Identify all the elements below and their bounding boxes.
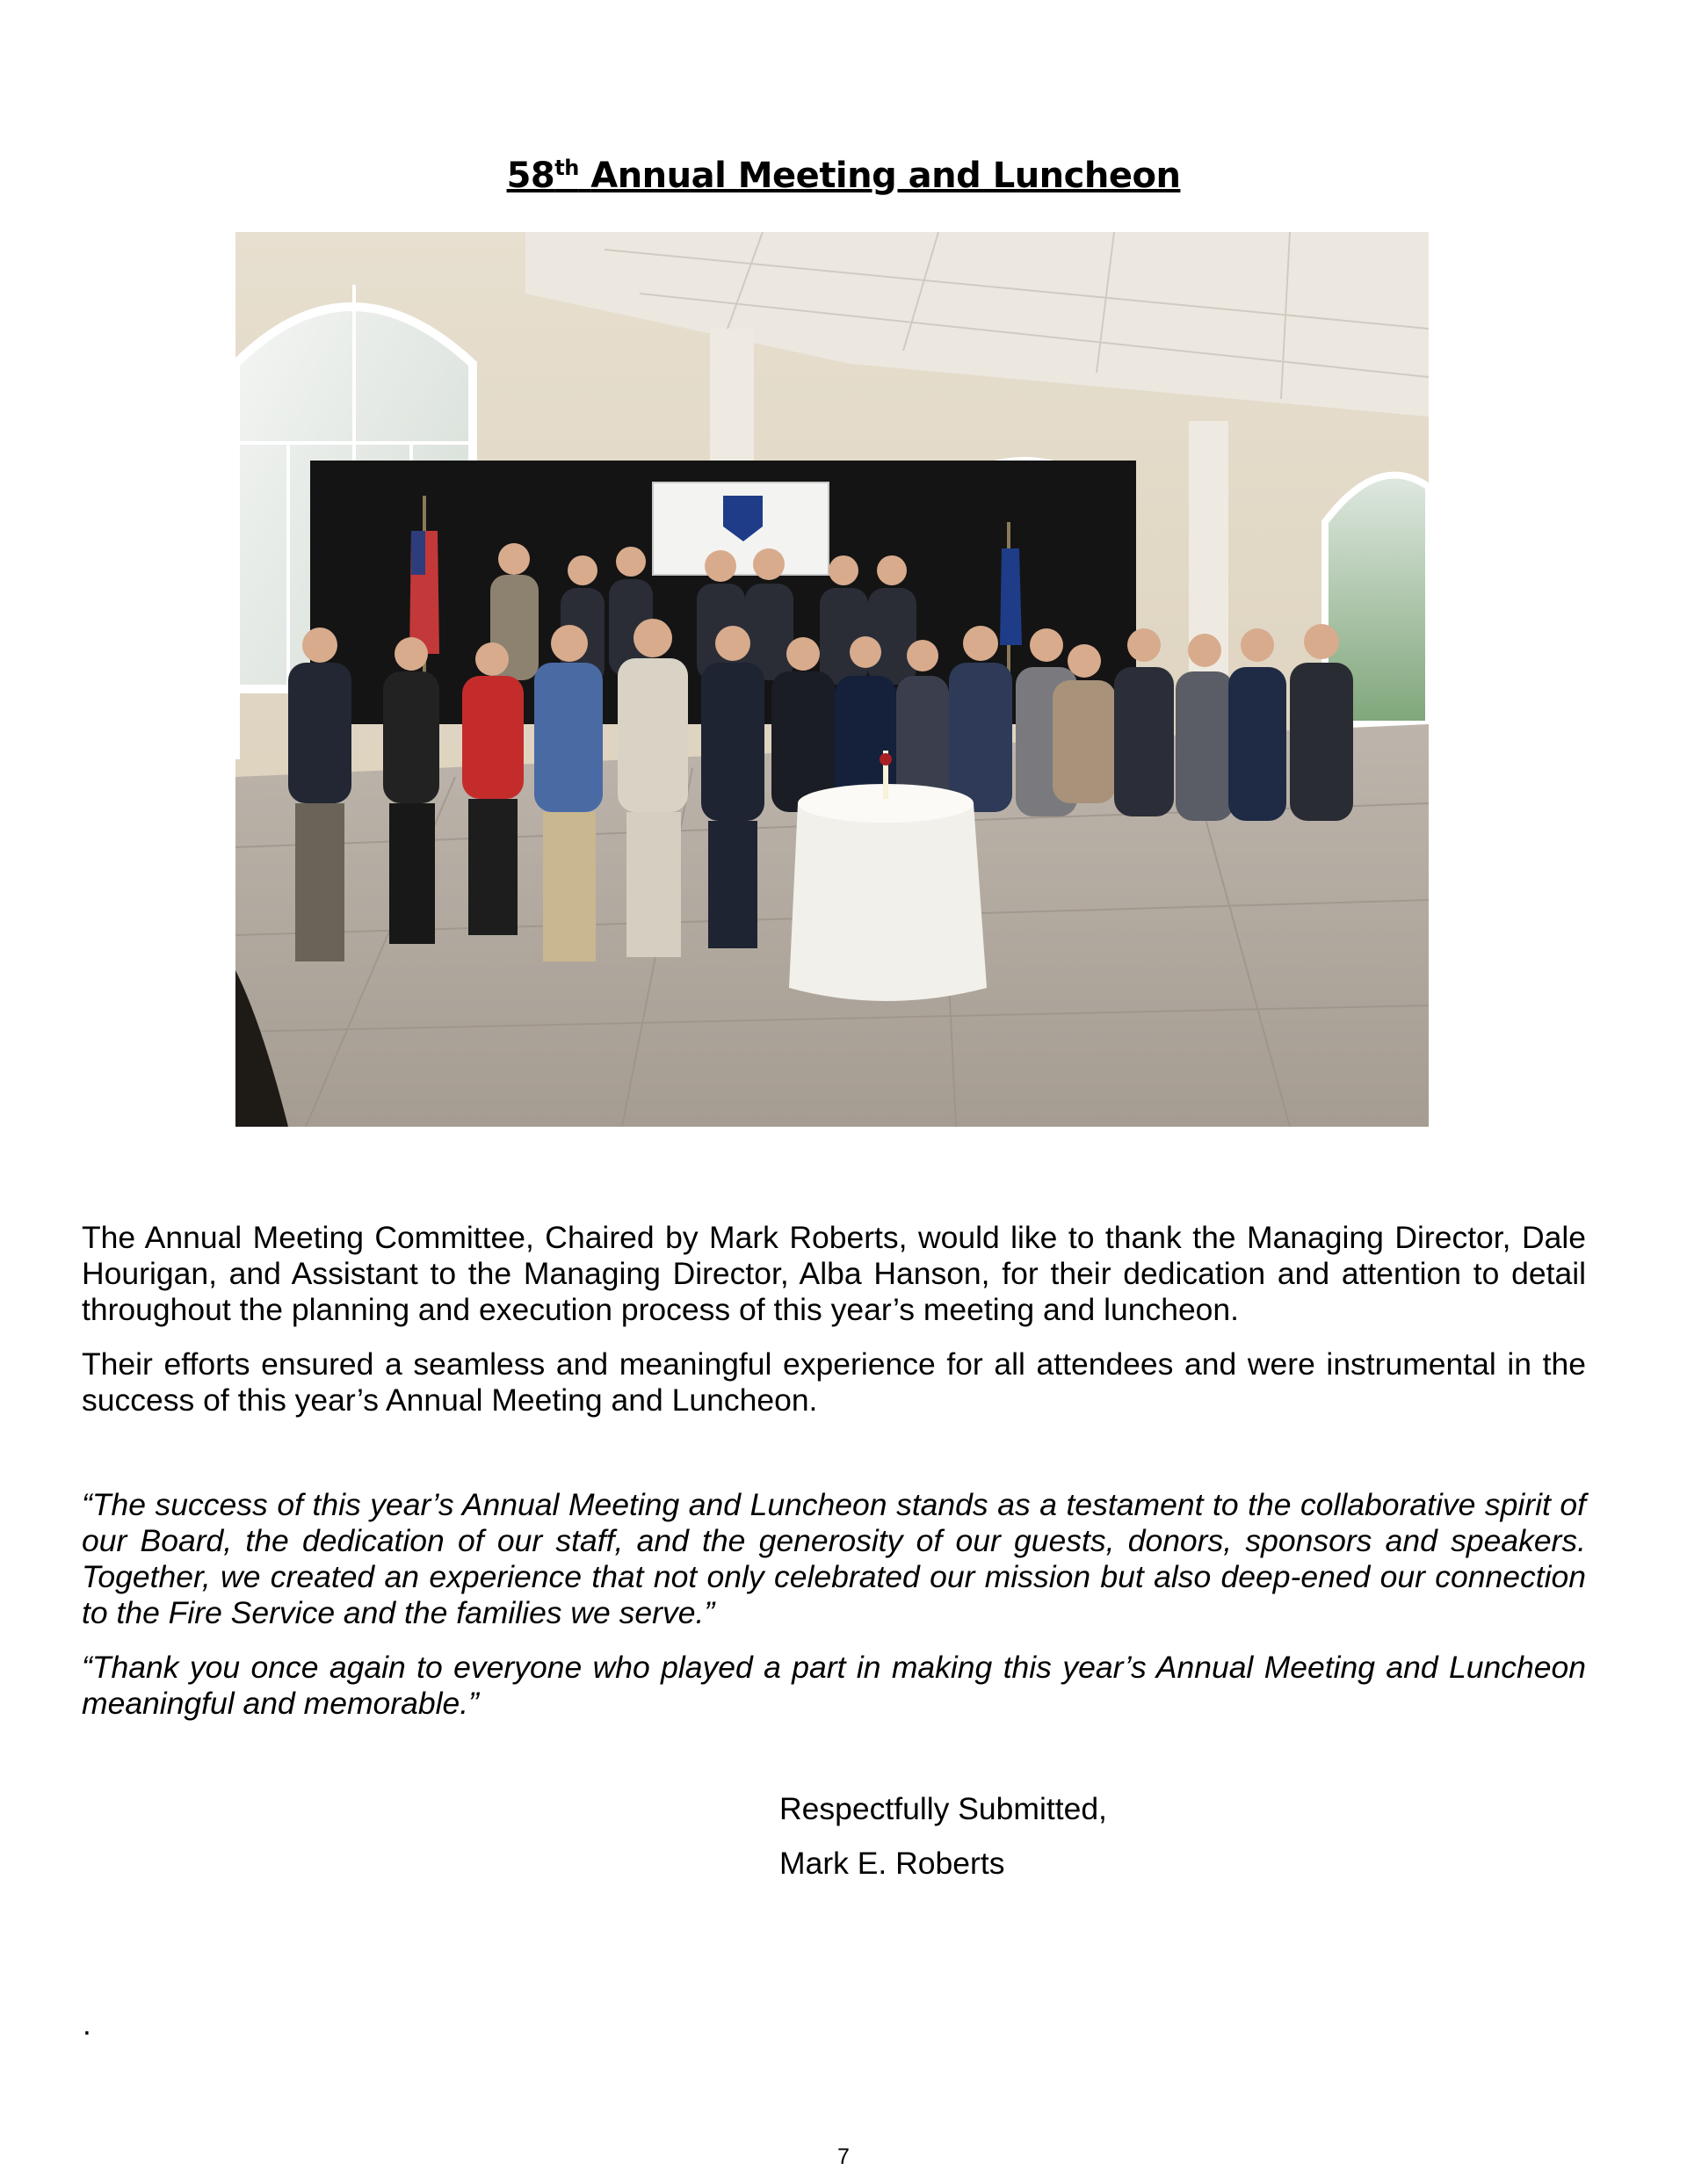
stray-period: . — [83, 2007, 91, 2042]
title-ordinal-suffix: th — [554, 155, 579, 180]
success-quote: “The success of this year’s Annual Meeting and Luncheon stands as a testament to the collaborative spirit of our Board, the dedication of our staff, and the generosity of our guests, donors, sponsors and speakers. Together, we created an experience that not only celebrated our mission but also deep-ened our connection to the Fire Service and the families we serve.” — [82, 1487, 1586, 1630]
page-title — [0, 156, 1687, 196]
page-number: 7 — [837, 2144, 850, 2169]
thank-you-quote: “Thank you once again to everyone who played a part in making this year’s Annual Meeting and Luncheon meaningful and memorable.” — [82, 1650, 1586, 1721]
signature-name: Mark E. Roberts — [779, 1846, 1005, 1881]
title-text: Annual Meeting and Luncheon — [590, 155, 1181, 196]
signature-closing: Respectfully Submitted, — [779, 1791, 1107, 1826]
group-photo — [235, 232, 1429, 1127]
efforts-paragraph: Their efforts ensured a seamless and meaningful experience for all attendees and were instrumental in the success of this year’s Annual Meeting and Luncheon. — [82, 1346, 1586, 1418]
title-number: 58 — [506, 155, 555, 196]
thank-you-paragraph: The Annual Meeting Committee, Chaired by Mark Roberts, would like to thank the Managing Director, Dale Hourigan, and Assistant to the Managing Director, Alba Hanson, for their dedication and attention to detail throughout the planning and execution process of this year’s meeting and luncheon. — [82, 1220, 1586, 1327]
